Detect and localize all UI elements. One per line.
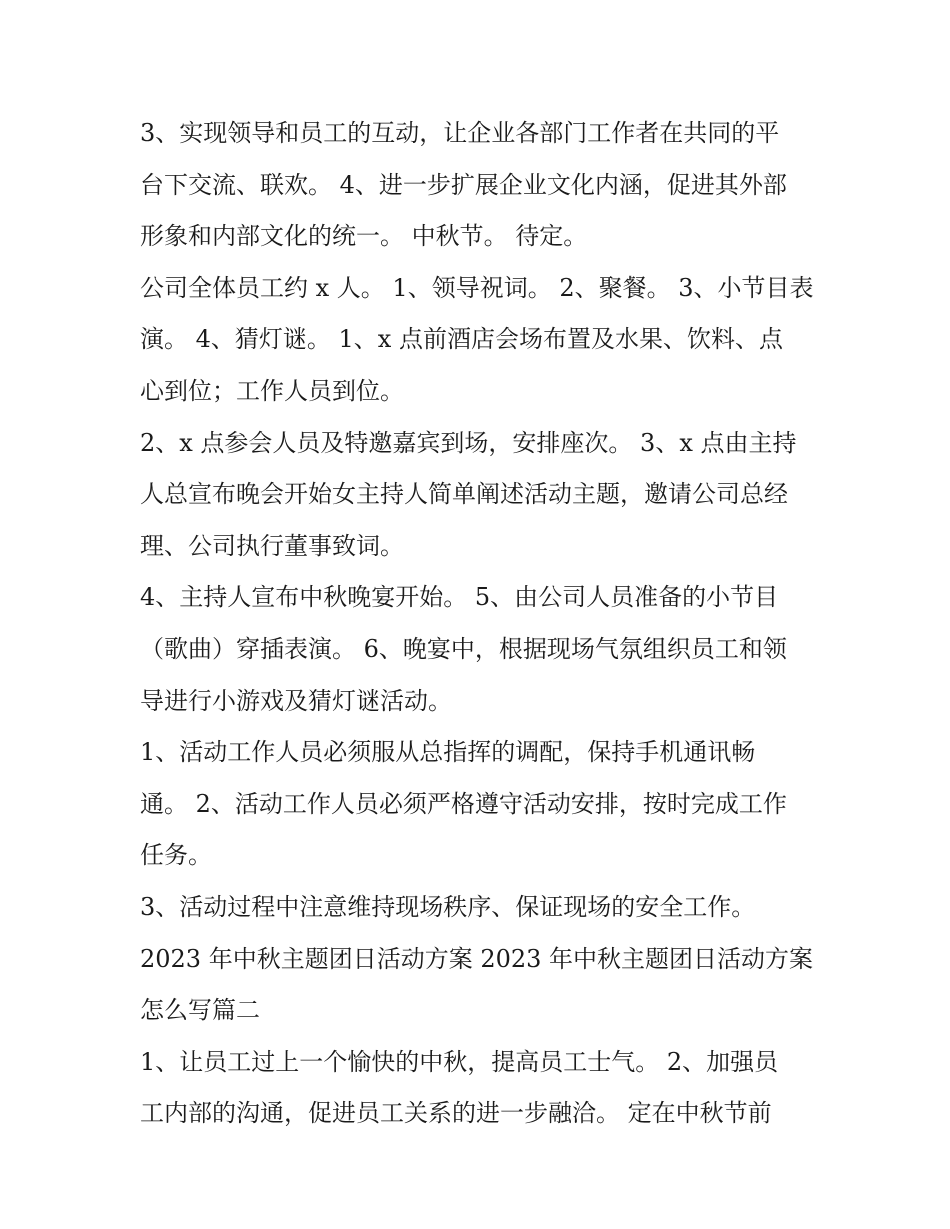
document-body bbox=[140, 108, 820, 1140]
text-line: 4、主持人宣布中秋晚宴开始。 5、由公司人员准备的小节目 bbox=[140, 583, 779, 612]
text-line: 通。 2、活动工作人员必须严格遵守活动安排，按时完成工作 bbox=[140, 789, 787, 818]
text-line: 导进行小游戏及猜灯谜活动。 bbox=[140, 686, 452, 715]
text-line: 工内部的沟通，促进员工关系的进一步融洽。 定在中秋节前 bbox=[140, 1099, 772, 1128]
text-line: 3、活动过程中注意维持现场秩序、保证现场的安全工作。 bbox=[140, 892, 756, 921]
text-line: 心到位；工作人员到位。 bbox=[140, 376, 404, 405]
text-line: 理、公司执行董事致词。 bbox=[140, 531, 404, 560]
text-line: 台下交流、联欢。 4、进一步扩展企业文化内涵，促进其外部 bbox=[140, 170, 787, 199]
text-line: （歌曲）穿插表演。 6、晚宴中，根据现场气氛组织员工和领 bbox=[140, 634, 787, 663]
text-line: 任务。 bbox=[140, 841, 212, 870]
text-line: 2、x 点参会人员及特邀嘉宾到场，安排座次。 3、x 点由主持 bbox=[140, 428, 797, 457]
text-line: 公司全体员工约 x 人。 1、领导祝词。 2、聚餐。 3、小节目表 bbox=[140, 273, 814, 302]
text-line: 2023 年中秋主题团日活动方案 2023 年中秋主题团日活动方案 bbox=[140, 944, 814, 973]
text-line: 1、让员工过上一个愉快的中秋，提高员工士气。 2、加强员 bbox=[140, 1047, 779, 1076]
text-line: 怎么写篇二 bbox=[140, 996, 260, 1025]
text-line: 1、活动工作人员必须服从总指挥的调配，保持手机通讯畅 bbox=[140, 738, 756, 767]
text-line: 形象和内部文化的统一。 中秋节。 待定。 bbox=[140, 222, 588, 251]
text-line: 3、实现领导和员工的互动，让企业各部门工作者在共同的平 bbox=[140, 119, 780, 147]
text-line: 人总宣布晚会开始女主持人简单阐述活动主题，邀请公司总经 bbox=[140, 480, 788, 509]
text-line: 演。 4、猜灯谜。 1、x 点前酒店会场布置及水果、饮料、点 bbox=[140, 325, 783, 354]
